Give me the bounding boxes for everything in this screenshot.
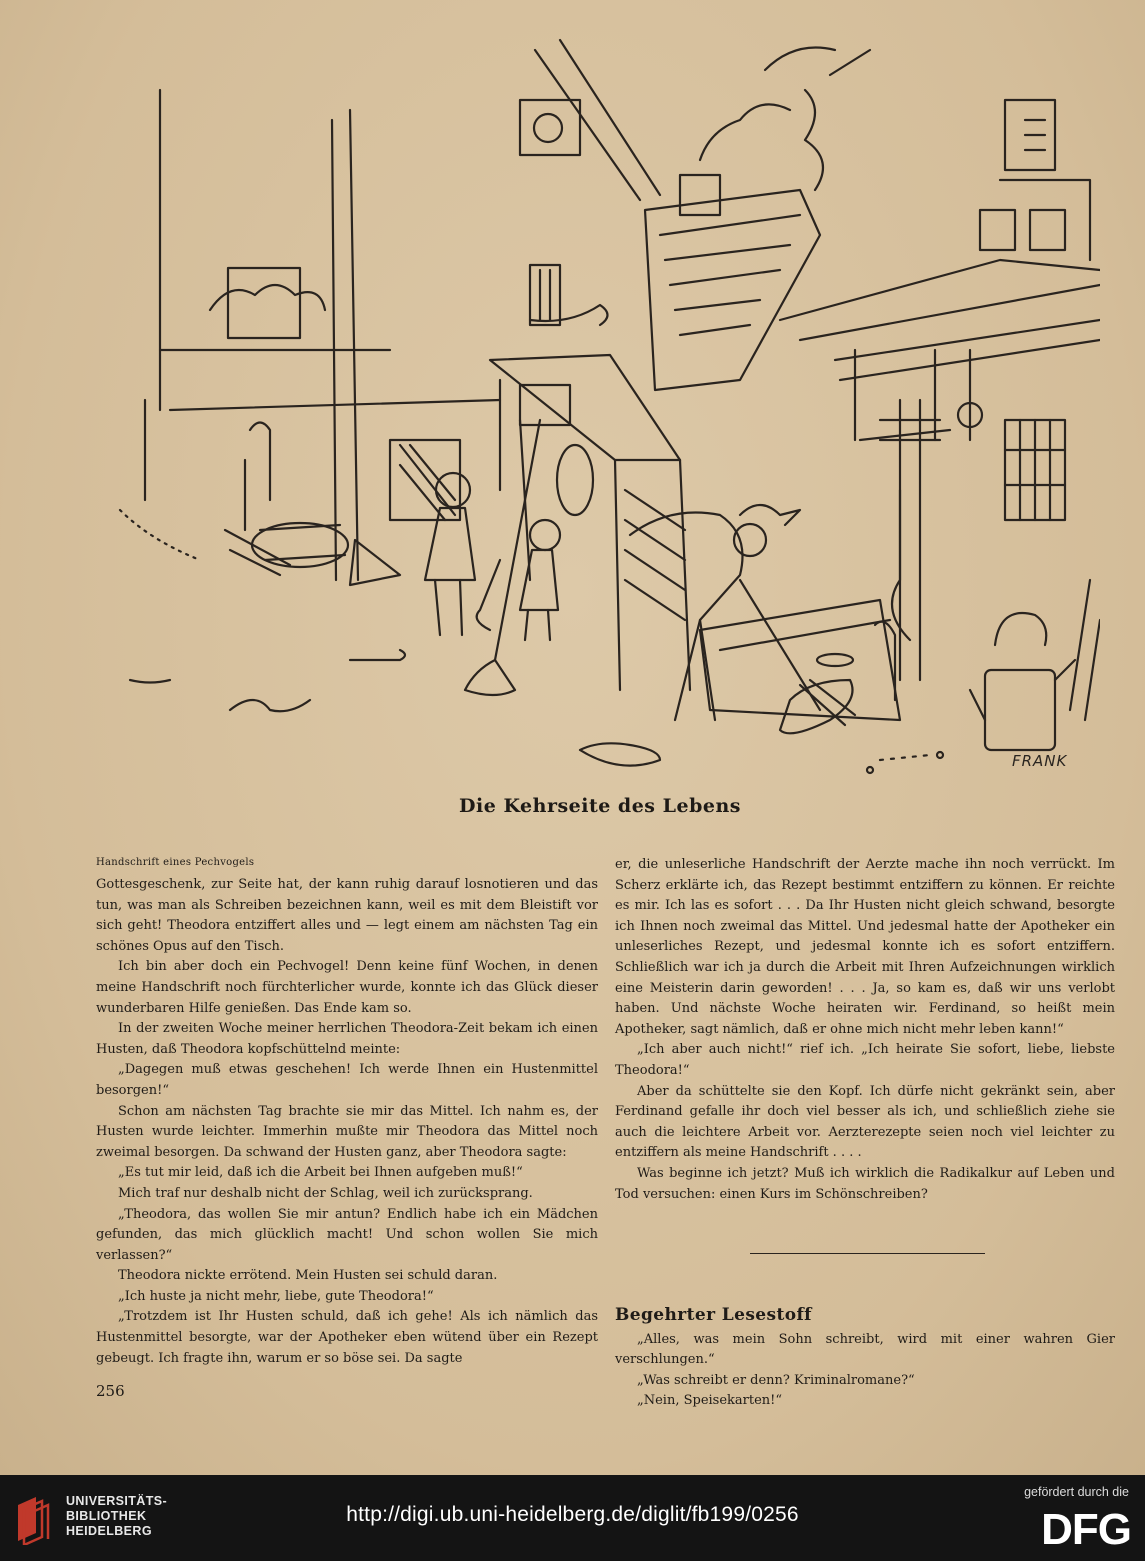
artist-signature: FRANK [1012,752,1068,770]
permalink-url[interactable]: http://digi.ub.uni-heidelberg.de/diglit/fb199/0256 [346,1503,799,1526]
paragraph: Aber da schüttelte sie den Kopf. Ich dürfe nicht gekränkt sein, aber Ferdinand gefalle ihr doch viel besser als ich, und schließlich ziehe sie auch die leichtere Arbeit vor. Aerzterezepte seien noch viel leichter zu entziffern als meine Handschrift . . . . [615,1083,1115,1161]
paragraph: Theodora nickte errötend. Mein Husten sei schuld daran. [118,1268,498,1284]
paragraph: Mich traf nur deshalb nicht der Schlag, weil ich zurücksprang. [118,1185,533,1201]
paragraph: „Ich huste ja nicht mehr, liebe, gute Theodora!“ [118,1288,434,1304]
paragraph: „Dagegen muß etwas geschehen! Ich werde Ihnen ein Hustenmittel besorgen!“ [96,1062,598,1098]
paragraph: In der zweiten Woche meiner herrlichen Theodora-Zeit bekam ich einen Husten, daß Theodora kopfschüttelnd meinte: [96,1021,598,1057]
library-name[interactable]: UNIVERSITÄTS- BIBLIOTHEK HEIDELBERG [66,1494,168,1538]
page-number: 256 [96,1382,125,1401]
joke-line: „Nein, Speisekarten!“ [637,1393,783,1409]
paragraph: „Es tut mir leid, daß ich die Arbeit bei Ihnen aufgeben muß!“ [118,1165,523,1181]
paragraph: „Theodora, das wollen Sie mir antun? Endlich habe ich ein Mädchen gefunden, das mich glücklich macht! Und schon wollen Sie mich verlassen?“ [96,1206,598,1263]
funding-note: gefördert durch die [1024,1485,1129,1499]
viewer-footer [0,1475,1145,1561]
left-text-column [96,855,598,1402]
joke-line: „Alles, was mein Sohn schreibt, wird mit einer wahren Gier verschlungen.“ [615,1331,1115,1368]
illustration-caption: Die Kehrseite des Lebens [459,795,741,817]
joke-heading: Begehrter Lesestoff [615,1305,812,1326]
paragraph: „Trotzdem ist Ihr Husten schuld, daß ich gehe! Als ich nämlich das Hustenmittel besorgte, war der Apotheker eben wütend über ein Rezept gebeugt. Ich fragte ihn, warum er so böse sei. Da sagte [96,1309,598,1366]
paragraph: Ich bin aber doch ein Pechvogel! Denn keine fünf Wochen, in denen meine Handschrift noch fürchterlicher wurde, konnte ich das Glück dieser wunderbaren Hilfe genießen. Das Ende kam so. [96,959,598,1016]
paragraph: „Ich aber auch nicht!“ rief ich. „Ich heirate Sie sofort, liebe, liebste Theodora!“ [615,1042,1115,1078]
paragraph: er, die unleserliche Handschrift der Aerzte mache ihn noch verrückt. Im Scherz erklärte ich, das Rezept bestimmt entziffern zu können. Er reichte es mir. Ich las es sofort . . . Da Ihr Husten nicht gleich schwand, besorgte ich Ihnen noch zweimal das Mittel. Und jedesmal hatte der Apotheker ein unleserliches Rezept, und jedesmal konnte ich es sofort entziffern. Schließlich war ich ja durch die Arbeit mit Ihren Aufzeichnungen wirklich eine Meisterin darin geworden! . . . Ja, so kam es, daß wir uns verlobt haben. Und nächste Woche heiraten wir. Ferdinand, so heißt mein Apotheker, sagt nämlich, daß er ohne mich nicht mehr leben kann!“ [615,857,1115,1037]
article-subhead: Handschrift eines Pechvogels [96,857,255,868]
paragraph: Was beginne ich jetzt? Muß ich wirklich die Radikalkur auf Leben und Tod versuchen: einen Kurs im Schönschreiben? [615,1165,1115,1202]
right-text-column [615,855,1115,1412]
dfg-logo[interactable]: DFG [1041,1505,1131,1554]
joke-line: „Was schreibt er denn? Kriminalromane?“ [637,1372,915,1388]
paragraph: Gottesgeschenk, zur Seite hat, der kann ruhig darauf losnotieren und das tun, was man als Schreiben bezeichnen kann, weil es mit dem Bleistift vor sich geht! Theodora entziffert alles und — legt einem am nächsten Tag ein schönes Opus auf den Tisch. [96,877,598,954]
paragraph: Schon am nächsten Tag brachte sie mir das Mittel. Ich nahm es, der Husten wurde leichter. Immerhin mußte mir Theodora das Mittel noch zweimal besorgen. Da schwand der Husten ganz, aber Theodora sagte: [96,1103,598,1160]
cartoon-illustration [100,20,1100,795]
section-divider [615,1205,1115,1305]
